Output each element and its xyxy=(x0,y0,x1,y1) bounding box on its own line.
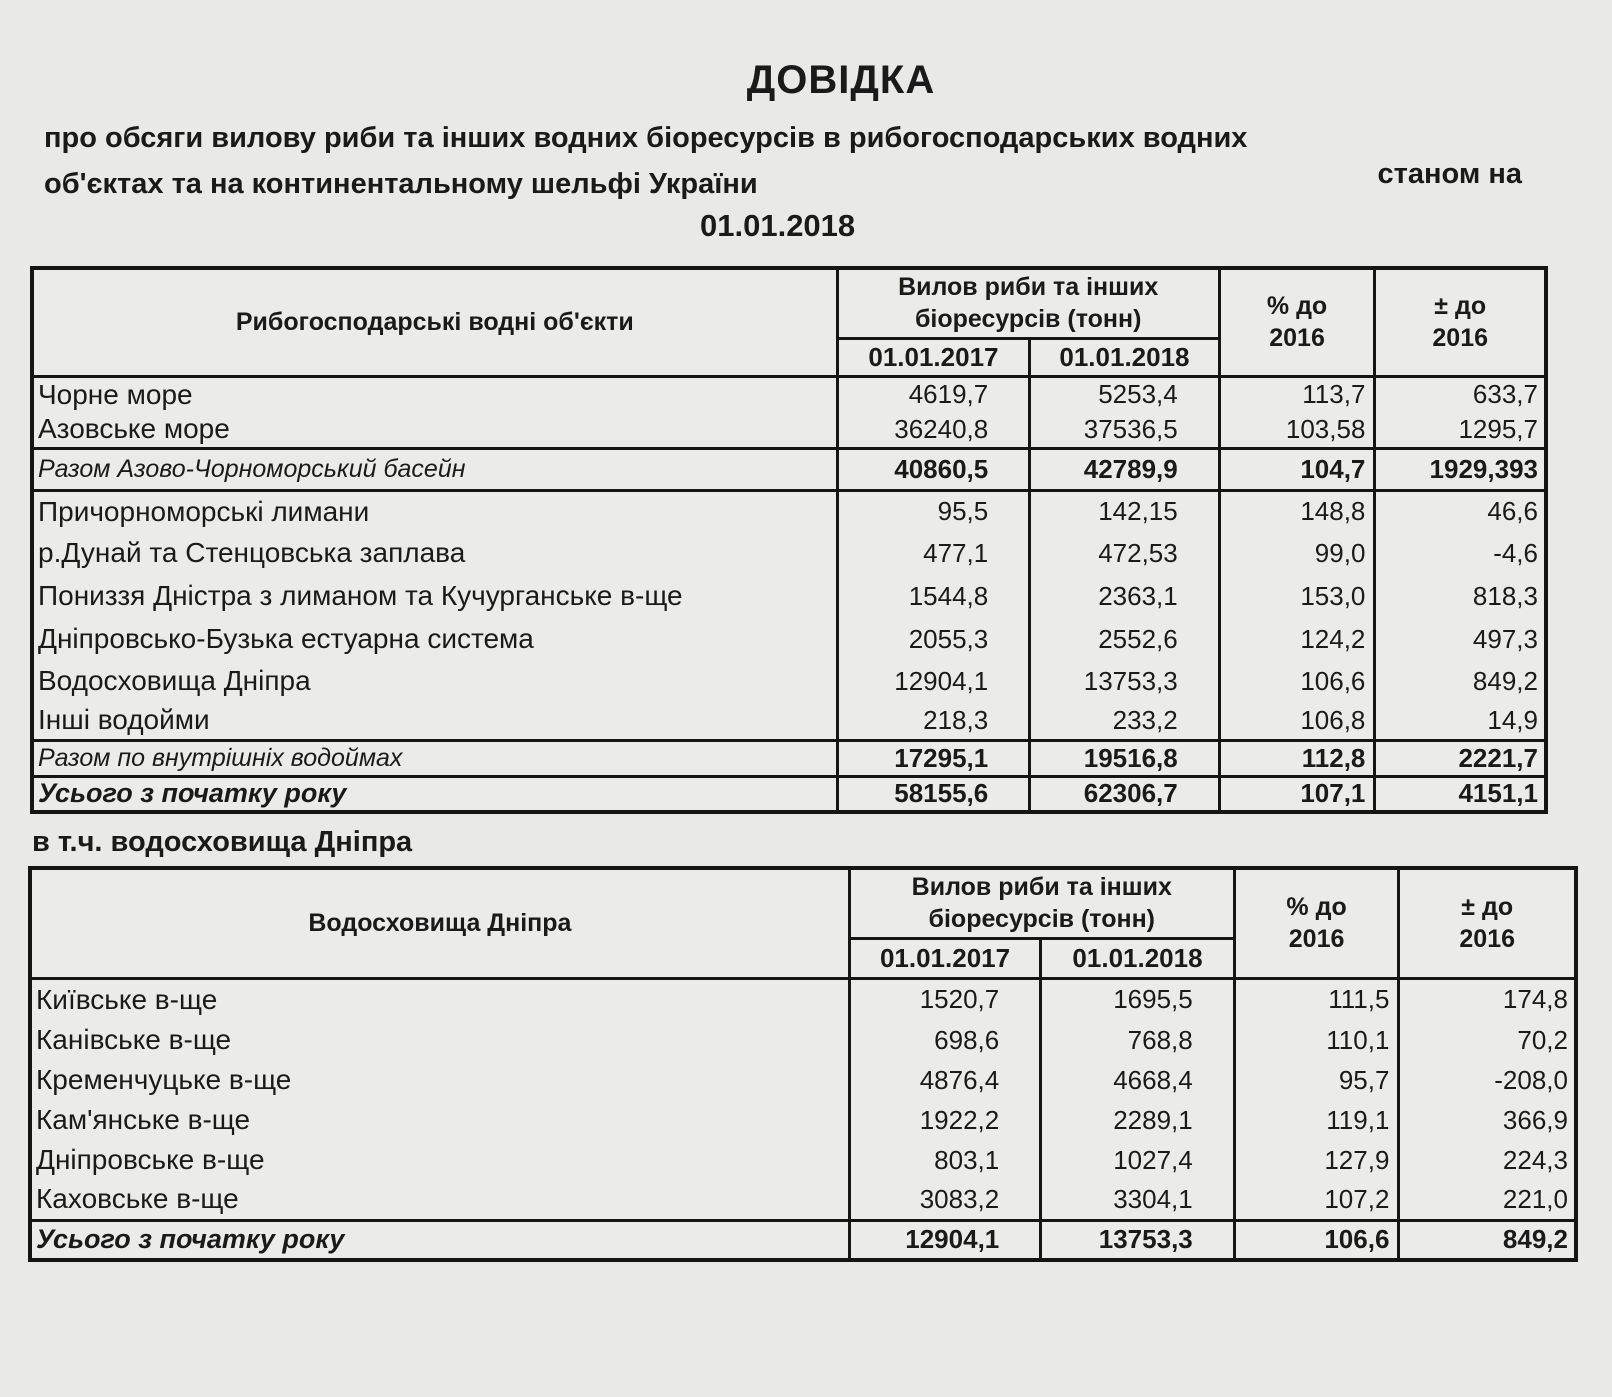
row-name: Разом Азово-Чорноморський басейн xyxy=(32,448,837,490)
value-2018: 2552,6 xyxy=(1030,618,1220,660)
value-diff: 1929,393 xyxy=(1375,448,1546,490)
value-2017: 3083,2 xyxy=(849,1180,1040,1220)
value-2018: 37536,5 xyxy=(1030,412,1220,448)
value-pct: 148,8 xyxy=(1219,490,1375,532)
value-2017: 477,1 xyxy=(837,532,1030,574)
value-2018: 4668,4 xyxy=(1041,1060,1235,1100)
value-pct: 99,0 xyxy=(1219,532,1375,574)
value-diff: 849,2 xyxy=(1399,1220,1576,1260)
row-name: Каховське в-ще xyxy=(36,1183,239,1215)
value-2017: 12904,1 xyxy=(837,660,1030,702)
header-date-2017: 01.01.2017 xyxy=(849,938,1040,978)
table-row xyxy=(30,1060,1576,1100)
value-pct: 106,8 xyxy=(1219,702,1375,740)
table-row xyxy=(32,532,1546,574)
value-2017: 1544,8 xyxy=(837,574,1030,618)
value-2018: 13753,3 xyxy=(1041,1220,1235,1260)
subtotal-row xyxy=(32,740,1546,776)
table-row xyxy=(32,490,1546,532)
header-date-2018: 01.01.2018 xyxy=(1041,938,1235,978)
value-diff: 46,6 xyxy=(1375,490,1546,532)
value-diff: 224,3 xyxy=(1399,1140,1576,1180)
value-diff: 1295,7 xyxy=(1375,412,1546,448)
subtitle-date: 01.01.2018 xyxy=(700,208,856,243)
header-diff: ± до 2016 xyxy=(1399,868,1576,978)
value-2018: 2363,1 xyxy=(1030,574,1220,618)
header-pct: % до 2016 xyxy=(1234,868,1399,978)
value-2018: 62306,7 xyxy=(1030,776,1220,812)
value-diff: 70,2 xyxy=(1399,1020,1576,1060)
table-row xyxy=(32,574,1546,618)
total-row xyxy=(30,1220,1576,1260)
row-name: Азовське море xyxy=(38,413,230,445)
value-diff: 633,7 xyxy=(1375,376,1546,412)
header-catch: Вилов риби та інших біоресурсів (тонн) xyxy=(837,268,1219,338)
value-2017: 4876,4 xyxy=(849,1060,1040,1100)
table-row xyxy=(32,702,1546,740)
value-pct: 107,2 xyxy=(1234,1180,1399,1220)
header-pct: % до 2016 xyxy=(1219,268,1375,376)
table-row xyxy=(32,412,1546,448)
value-2018: 1027,4 xyxy=(1041,1140,1235,1180)
table-row xyxy=(32,618,1546,660)
value-2017: 2055,3 xyxy=(837,618,1030,660)
row-name: Усього з початку року xyxy=(30,1220,849,1260)
row-name: р.Дунай та Стенцовська заплава xyxy=(38,537,466,568)
table-row xyxy=(30,1180,1576,1220)
value-2018: 13753,3 xyxy=(1030,660,1220,702)
value-2018: 19516,8 xyxy=(1030,740,1220,776)
header-water-objects: Рибогосподарські водні об'єкти xyxy=(235,308,634,336)
header-date-2017: 01.01.2017 xyxy=(837,338,1030,376)
value-2018: 3304,1 xyxy=(1041,1180,1235,1220)
value-2018: 233,2 xyxy=(1030,702,1220,740)
row-name: Київське в-ще xyxy=(30,978,849,1020)
value-pct: 112,8 xyxy=(1219,740,1375,776)
header-diff: ± до 2016 xyxy=(1375,268,1546,376)
value-diff: 818,3 xyxy=(1375,574,1546,618)
document-title: ДОВІДКА xyxy=(746,58,936,102)
value-2017: 1520,7 xyxy=(849,978,1040,1020)
row-name: Чорне море xyxy=(32,376,837,412)
value-2018: 42789,9 xyxy=(1030,448,1220,490)
value-2018: 142,15 xyxy=(1030,490,1220,532)
table-row xyxy=(32,660,1546,702)
row-name: Кам'янське в-ще xyxy=(36,1104,251,1135)
value-2017: 40860,5 xyxy=(837,448,1030,490)
row-name: Дніпровсько-Бузька естуарна система xyxy=(38,623,534,654)
value-pct: 113,7 xyxy=(1219,376,1375,412)
subtotal-row xyxy=(32,448,1546,490)
value-pct: 153,0 xyxy=(1219,574,1375,618)
subtitle-line-1: про обсяги вилову риби та інших водних біоресурсів в рибогосподарських водних xyxy=(44,122,1248,154)
row-name: Канівське в-ще xyxy=(36,1024,232,1055)
row-name: Усього з початку року xyxy=(32,776,837,812)
table-row xyxy=(32,376,1546,412)
value-diff: -208,0 xyxy=(1399,1060,1576,1100)
value-diff: 497,3 xyxy=(1375,618,1546,660)
value-diff: 2221,7 xyxy=(1375,740,1546,776)
value-2017: 1922,2 xyxy=(849,1100,1040,1140)
value-2018: 5253,4 xyxy=(1030,376,1220,412)
value-diff: -4,6 xyxy=(1375,532,1546,574)
value-pct: 103,58 xyxy=(1219,412,1375,448)
value-pct: 119,1 xyxy=(1234,1100,1399,1140)
value-pct: 106,6 xyxy=(1234,1220,1399,1260)
header-catch: Вилов риби та інших біоресурсів (тонн) xyxy=(849,868,1234,938)
value-2017: 803,1 xyxy=(849,1140,1040,1180)
value-pct: 106,6 xyxy=(1219,660,1375,702)
value-pct: 104,7 xyxy=(1219,448,1375,490)
value-2017: 36240,8 xyxy=(837,412,1030,448)
value-2017: 95,5 xyxy=(837,490,1030,532)
catch-table-dnipro xyxy=(28,866,1578,1262)
value-pct: 110,1 xyxy=(1234,1020,1399,1060)
row-name: Кременчуцьке в-ще xyxy=(36,1064,292,1095)
value-pct: 95,7 xyxy=(1234,1060,1399,1100)
value-diff: 174,8 xyxy=(1399,978,1576,1020)
value-pct: 127,9 xyxy=(1234,1140,1399,1180)
row-name: Інші водойми xyxy=(38,704,210,736)
value-2017: 698,6 xyxy=(849,1020,1040,1060)
total-row xyxy=(32,776,1546,812)
value-diff: 14,9 xyxy=(1375,702,1546,740)
value-diff: 4151,1 xyxy=(1375,776,1546,812)
row-name: Водосховища Дніпра xyxy=(38,665,311,696)
value-2017: 4619,7 xyxy=(837,376,1030,412)
row-name: Причорноморські лимани xyxy=(38,495,370,527)
section-title-dnipro: в т.ч. водосховища Дніпра xyxy=(32,826,413,858)
value-2017: 218,3 xyxy=(837,702,1030,740)
value-2017: 12904,1 xyxy=(849,1220,1040,1260)
value-diff: 366,9 xyxy=(1399,1100,1576,1140)
table-row xyxy=(30,1140,1576,1180)
table-row xyxy=(30,1020,1576,1060)
header-date-2018: 01.01.2018 xyxy=(1030,338,1220,376)
value-pct: 124,2 xyxy=(1219,618,1375,660)
value-2018: 2289,1 xyxy=(1041,1100,1235,1140)
table-row xyxy=(30,1100,1576,1140)
value-2017: 17295,1 xyxy=(837,740,1030,776)
row-name: Пониззя Дністра з лиманом та Кучурганське в-ще xyxy=(38,580,683,611)
table-row xyxy=(30,978,1576,1020)
value-2018: 768,8 xyxy=(1041,1020,1235,1060)
header-reservoirs: Водосховища Дніпра xyxy=(308,909,572,937)
row-name: Разом по внутрішніх водоймах xyxy=(32,740,837,776)
row-name: Дніпровське в-ще xyxy=(36,1144,265,1175)
value-2017: 58155,6 xyxy=(837,776,1030,812)
value-2018: 1695,5 xyxy=(1041,978,1235,1020)
catch-table-main xyxy=(30,266,1548,814)
value-pct: 111,5 xyxy=(1234,978,1399,1020)
value-diff: 221,0 xyxy=(1399,1180,1576,1220)
value-pct: 107,1 xyxy=(1219,776,1375,812)
value-2018: 472,53 xyxy=(1030,532,1220,574)
subtitle-line-2: об'єктах та на континентальному шельфі України xyxy=(44,168,758,200)
value-diff: 849,2 xyxy=(1375,660,1546,702)
subtitle-right: станом на xyxy=(1377,158,1522,190)
